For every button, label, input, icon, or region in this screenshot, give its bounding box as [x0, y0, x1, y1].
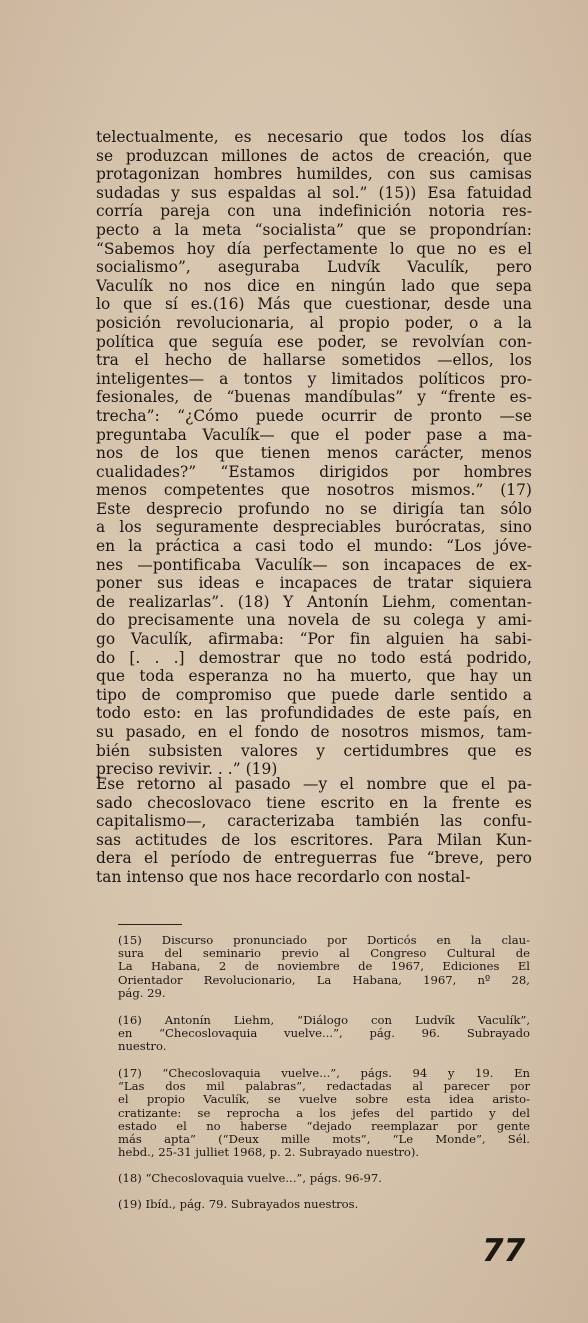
text-line: en “Checoslovaquia vuelve...”, pág. 96. Subrayado: [118, 1026, 530, 1041]
text-line: en la práctica a casi todo el mundo: “Los jóve-: [96, 537, 532, 556]
paragraph-1: [96, 128, 532, 779]
text-line: sado checoslovaco tiene escrito en la frente es: [96, 793, 532, 812]
text-line: (17) “Checoslovaquia vuelve...”, págs. 94 y 19. En: [118, 1066, 530, 1080]
text-line: política que seguía ese poder, se revolvían con-: [96, 332, 532, 351]
footnote-19: [118, 1198, 530, 1211]
text-line: posición revolucionaria, al propio poder, o a la: [96, 313, 532, 332]
footnote-18: [118, 1172, 530, 1185]
text-line: de realizarlas”. (18) Y Antonín Liehm, comentan-: [96, 592, 532, 611]
footnote-17: [118, 1067, 530, 1159]
text-line: inteligentes— a tontos y limitados políticos pro-: [96, 369, 532, 388]
text-line: do [. . .] demostrar que no todo está podrido,: [96, 648, 532, 667]
text-line: tra el hecho de hallarse sometidos —ellos, los: [96, 351, 532, 370]
text-line: telectualmente, es necesario que todos los días: [96, 128, 532, 146]
text-line: (19) Ibíd., pág. 79. Subrayados nuestros.: [118, 1197, 359, 1211]
text-line: (18) “Checoslovaquia vuelve...”, págs. 96-97.: [118, 1171, 382, 1185]
text-line: go Vaculík, afirmaba: “Por fin alguien ha sabi-: [96, 630, 532, 649]
text-line: hebd., 25-31 julliet 1968, p. 2. Subrayado nuestro).: [118, 1145, 420, 1160]
text-line: poner sus ideas e incapaces de tratar siquiera: [96, 574, 532, 593]
text-line: todo esto: en las profundidades de este país, en: [96, 704, 532, 723]
text-line: La Habana, 2 de noviembre de 1967, Ediciones El: [118, 959, 530, 974]
text-line: “Las dos mil palabras”, redactadas al parecer por: [118, 1079, 530, 1094]
footnote-15: [118, 934, 530, 1000]
text-line: Orientador Revolucionario, La Habana, 1967, nº 28,: [118, 972, 530, 987]
text-line: dera el período de entreguerras fue “breve, pero: [96, 849, 532, 868]
text-line: protagonizan hombres humildes, con sus camisas: [96, 165, 532, 184]
text-line: Vaculík no nos dice en ningún lado que sepa: [96, 276, 532, 295]
footnote-16: [118, 1014, 530, 1054]
text-line: a los seguramente despreciables burócratas, sino: [96, 518, 532, 537]
text-line: cualidades?” “Estamos dirigidos por hombres: [96, 462, 532, 481]
text-line: Ese retorno al pasado —y el nombre que el pa-: [96, 775, 532, 793]
text-line: tan intenso que nos hace recordarlo con nostal-: [96, 867, 471, 886]
text-line: (15) Discurso pronunciado por Dorticós en la clau-: [118, 933, 530, 947]
page-number: 77: [482, 1233, 526, 1269]
text-line: nos de los que tienen menos carácter, menos: [96, 444, 532, 463]
text-line: fesionales, de “buenas mandíbulas” y “frente es-: [96, 388, 532, 407]
text-line: preciso revivir. . .” (19): [96, 760, 278, 779]
text-line: su pasado, en el fondo de nosotros mismos, tam-: [96, 723, 532, 741]
text-line: cratizante: se reprocha a los jefes del partido y del: [118, 1105, 530, 1120]
text-line: (16) Antonín Liehm, “Diálogo con Ludvík Vaculík”,: [118, 1013, 530, 1027]
text-line: socialismo”, aseguraba Ludvík Vaculík, pero: [96, 258, 532, 277]
text-line: menos competentes que nosotros mismos.” (17): [96, 481, 532, 500]
paragraph-2: [96, 775, 532, 887]
text-line: que toda esperanza no ha muerto, que hay un: [96, 667, 532, 686]
text-line: se produzcan millones de actos de creación, que: [96, 146, 532, 165]
text-line: lo que sí es.(16) Más que cuestionar, desde una: [96, 295, 532, 314]
text-line: más apta” (“Deux mille mots”, “Le Monde”, Sél.: [118, 1132, 530, 1147]
text-line: trecha”: “¿Cómo puede ocurrir de pronto —se: [96, 406, 532, 425]
text-line: sura del seminario previo al Congreso Cultural de: [118, 946, 530, 961]
text-line: pág. 29.: [118, 985, 166, 1000]
text-line: corría pareja con una indefinición notoria res-: [96, 202, 532, 221]
text-line: tipo de compromiso que puede darle sentido a: [96, 685, 532, 704]
text-line: “Sabemos hoy día perfectamente lo que no es el: [96, 239, 532, 258]
text-line: Este desprecio profundo no se dirigía tan sólo: [96, 499, 532, 518]
text-line: nes —pontificaba Vaculík— son incapaces de ex-: [96, 555, 532, 574]
footnote-rule: [118, 924, 182, 925]
text-line: capitalismo—, caracterizaba también las confu-: [96, 812, 532, 831]
text-line: el propio Vaculík, se vuelve sobre esta idea aristo-: [118, 1092, 530, 1107]
text-line: sas actitudes de los escritores. Para Milan Kun-: [96, 830, 532, 849]
text-line: pecto a la meta “socialista” que se propondrían:: [96, 220, 532, 239]
text-line: do precisamente una novela de su colega y ami-: [96, 611, 532, 630]
text-line: estado el no haberse “dejado reemplazar por gente: [118, 1118, 530, 1133]
text-line: bién subsisten valores y certidumbres que es: [96, 741, 532, 760]
text-line: sudadas y sus espaldas al sol.” (15)) Esa fatuidad: [96, 183, 532, 202]
text-line: nuestro.: [118, 1039, 167, 1054]
text-line: preguntaba Vaculík— que el poder pase a ma-: [96, 425, 532, 444]
